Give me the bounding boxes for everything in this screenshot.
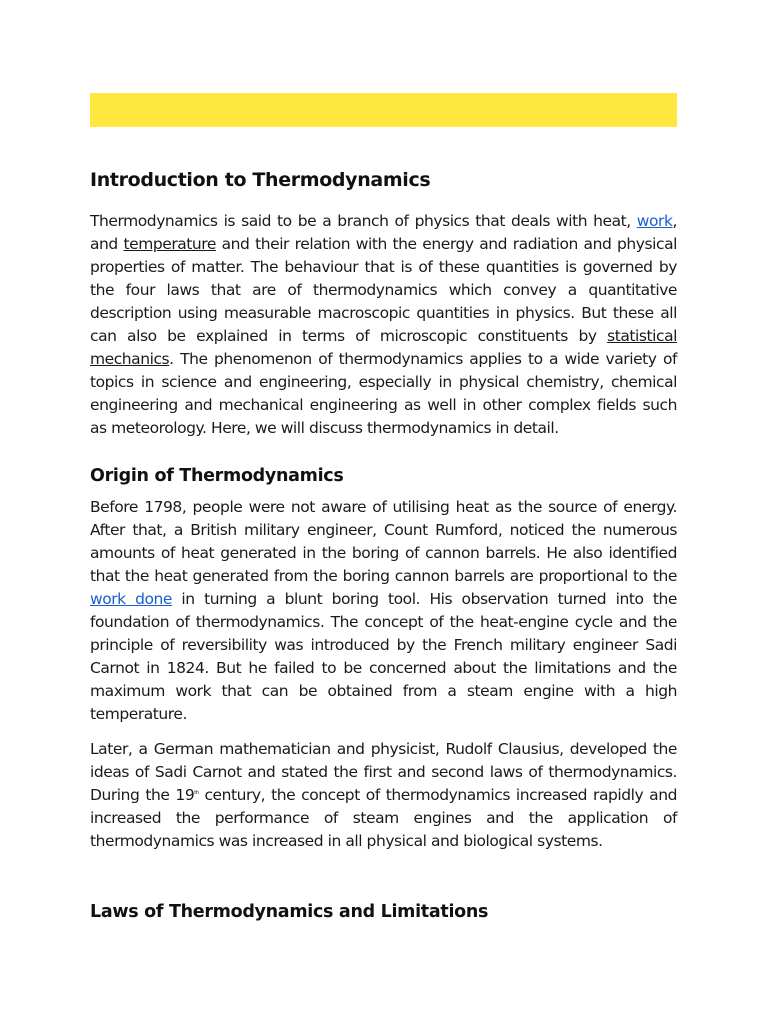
work-done-link[interactable]: work done <box>90 590 173 608</box>
page-title: Introduction to Thermodynamics <box>90 169 431 191</box>
laws-heading: Laws of Thermodynamics and Limitations <box>90 902 489 922</box>
intro-section <box>90 210 677 440</box>
yellow-banner <box>90 93 677 127</box>
intro-text-1: Thermodynamics is said to be a branch of physics that deals with heat, <box>90 212 637 230</box>
origin-section <box>90 496 677 726</box>
origin-paragraph-1 <box>90 496 677 726</box>
intro-text-4: . The phenomenon of thermodynamics applies to a wide variety of topics in science and engineering, especially in physical chemistry, chemical engineering and mechanical engineering as well in other complex fields such as meteorology. Here, we will discuss thermodynamics in detail. <box>90 350 677 437</box>
intro-text-3: and their relation with the energy and radiation and physical properties of matter. The behaviour that is of these quantities is governed by the four laws that are of thermodynamics which convey a quantitative description using measurable macroscopic quantities in physics. But these all can also be explained in terms of microscopic constituents by <box>90 235 677 345</box>
origin-paragraph-2 <box>90 738 677 853</box>
temperature-term[interactable]: temperature <box>123 235 216 253</box>
intro-paragraph <box>90 210 677 440</box>
work-link[interactable]: work <box>636 212 673 230</box>
origin-heading-block <box>90 464 677 488</box>
origin-section-2 <box>90 738 677 853</box>
origin-text-4: century, the concept of thermodynamics increased rapidly and increased the performance of steam engines and the application of thermodynamics was increased in all physical and biological systems. <box>90 786 677 850</box>
origin-text-3: Later, a German mathematician and physicist, Rudolf Clausius, developed the ideas of Sadi Carnot and stated the first and second laws of thermodynamics. During the 19 <box>90 740 677 804</box>
origin-text-1: Before 1798, people were not aware of utilising heat as the source of energy. After that, a British military engineer, Count Rumford, noticed the numerous amounts of heat generated in the boring of cannon barrels. He also identified that the heat generated from the boring cannon barrels are proportional to the <box>90 498 677 585</box>
superscript-th: th <box>194 789 199 796</box>
intro-text-2: , and <box>90 212 677 253</box>
origin-text-2: in turning a blunt boring tool. His observation turned into the foundation of thermodynamics. The concept of the heat-engine cycle and the principle of reversibility was introduced by the French military engineer Sadi Carnot in 1824. But he failed to be concerned about the limitations and the maximum work that can be obtained from a steam engine with a high temperature. <box>90 590 677 723</box>
laws-heading-block <box>90 900 677 924</box>
statistical-mechanics-term[interactable]: statistical mechanics <box>90 327 677 368</box>
origin-heading: Origin of Thermodynamics <box>90 466 344 486</box>
